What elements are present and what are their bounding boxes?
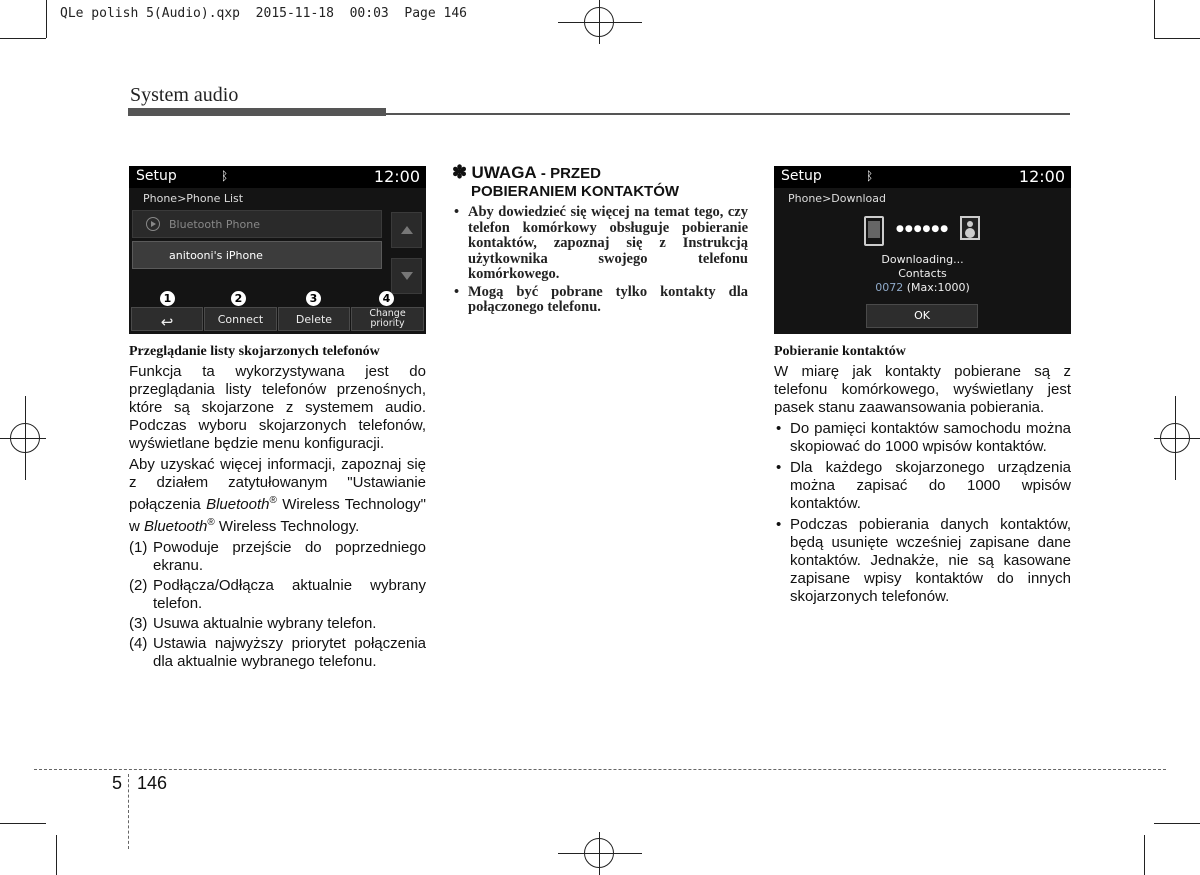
list-item (129, 615, 426, 633)
registration-cross (25, 396, 26, 480)
list-item-label: anitooni's iPhone (169, 249, 263, 262)
breadcrumb: Phone>Download (788, 192, 886, 205)
note-star-icon: ✽ (452, 162, 468, 182)
text-run-italic: Bluetooth (206, 496, 270, 513)
note-separator: - (536, 165, 551, 182)
downloading-target: Contacts (898, 267, 947, 280)
registered-mark: ® (207, 517, 215, 528)
note-list (452, 205, 748, 318)
registration-cross (599, 0, 600, 44)
bluetooth-icon: ᛒ (221, 169, 229, 183)
crop-mark (56, 835, 57, 875)
print-header: QLe polish 5(Audio).qxp 2015-11-18 00:03 Page 146 (60, 6, 467, 21)
item-number: (2) (129, 577, 148, 594)
screen-title: Setup (136, 168, 177, 184)
downloading-status: Downloading... (881, 253, 964, 266)
note-heading (452, 162, 752, 201)
screen-clock: 12:00 (1018, 167, 1065, 186)
mobile-phone-icon (864, 216, 884, 246)
note-subtitle: PRZED (550, 165, 601, 182)
item-text: Powoduje przejście do poprzedniego ekranu. (153, 539, 426, 574)
registration-cross (0, 438, 46, 439)
connect-button[interactable] (204, 307, 277, 331)
callout-badge-2: 2 (231, 291, 246, 306)
note-item: • Aby dowiedzieć się więcej na temat tego, czy telefon komórkowy obsługuje pobieranie kontaktów, zapoznaj się z Instrukcją użytkownika swojego telefonu komórkowego. (452, 205, 748, 283)
item-text: Usuwa aktualnie wybrany telefon. (153, 615, 377, 632)
arrow-down-icon (401, 272, 413, 280)
item-text: Ustawia najwyższy priorytet połączenia dla aktualnie wybranego telefonu. (153, 635, 426, 670)
item-number: (1) (129, 539, 148, 556)
section-title-bar (128, 108, 386, 116)
bullet-item: • Do pamięci kontaktów samochodu można skopiować do 1000 wpisów kontaktów. (774, 420, 1071, 456)
registration-cross (558, 853, 642, 854)
arrow-up-icon (401, 226, 413, 234)
page-number: 146 (137, 773, 168, 793)
caption-download-contacts: Pobieranie kontaktów (774, 344, 906, 359)
registration-cross (1154, 438, 1200, 439)
text-run: Wireless Technology. (214, 518, 360, 535)
download-max: (Max:1000) (906, 281, 970, 294)
list-item-bluetooth-phone[interactable] (132, 210, 382, 238)
footer-divider (128, 774, 129, 849)
list-item (129, 577, 426, 613)
contact-card-icon (960, 216, 980, 240)
section-title: System audio (130, 84, 239, 106)
delete-button[interactable] (278, 307, 350, 331)
change-priority-button[interactable] (351, 307, 424, 331)
bullet-item: • Podczas pobierania danych kontaktów, będą usunięte wcześniej zapisane dane kontaktów. Jednakże, nie są kasowane zapisane wpisy kontaktów do innych skojarzonych telefonów. (774, 516, 1071, 606)
download-contacts-screen (774, 166, 1071, 334)
change-priority-line2: priority (370, 318, 405, 329)
crop-mark (1144, 835, 1145, 875)
back-button[interactable] (131, 307, 203, 331)
text-run-italic: Bluetooth (144, 518, 208, 535)
phone-list-screen (129, 166, 426, 334)
change-priority-line1: Change (369, 308, 406, 319)
item-text: Podłącza/Odłącza aktualnie wybrany telefon. (153, 577, 426, 612)
crop-mark (46, 0, 47, 38)
note-subtitle-line2: POBIERANIEM KONTAKTÓW (471, 183, 680, 200)
crop-mark (1154, 823, 1200, 824)
text-run: Wireless Technology" w (129, 496, 426, 535)
scroll-up-button[interactable] (391, 212, 422, 248)
caption-phone-list: Przeglądanie listy skojarzonych telefonów (129, 344, 380, 359)
chapter-number: 5 (112, 773, 123, 793)
registration-cross (599, 832, 600, 875)
play-circle-icon (146, 217, 160, 231)
progress-dots-icon: ●●●●●● (896, 224, 950, 234)
text-run: Aby uzyskać więcej informacji, zapoznaj się z działem zatytułowanym "Ustawianie połączenia (129, 456, 426, 513)
right-body (774, 363, 1071, 609)
note-item: • Mogą być pobrane tylko kontakty dla połączonego telefonu. (452, 285, 748, 316)
back-arrow-icon: ↩ (160, 313, 174, 331)
list-item-paired-phone[interactable] (132, 241, 382, 269)
list-item-label: Bluetooth Phone (169, 218, 260, 231)
list-item (129, 635, 426, 671)
download-counter (774, 281, 1071, 294)
crop-mark (0, 38, 46, 39)
screen-status-bar (129, 166, 426, 188)
callout-badge-4: 4 (379, 291, 394, 306)
screen-clock: 12:00 (373, 167, 420, 186)
download-count: 0072 (875, 281, 904, 294)
paragraph (129, 456, 426, 536)
screen-title: Setup (781, 168, 822, 184)
breadcrumb: Phone>Phone List (143, 192, 244, 205)
crop-mark (1154, 0, 1155, 38)
bullet-item: • Dla każdego skojarzonego urządzenia można zapisać do 1000 wpisów kontaktów. (774, 459, 1071, 513)
crop-mark (1154, 38, 1200, 39)
soft-key-bar (131, 307, 424, 331)
change-priority-button-label (352, 308, 423, 329)
paragraph: Funkcja ta wykorzystywana jest do przeglądania listy telefonów przenośnych, które są skojarzone z systemem audio. Podczas wyboru skojarzonych telefonów, wyświetlane będzie menu konfiguracji. (129, 363, 426, 452)
item-number: (3) (129, 615, 148, 632)
note-title: UWAGA (471, 163, 537, 182)
callout-badge-3: 3 (306, 291, 321, 306)
scroll-down-button[interactable] (391, 258, 422, 294)
callout-badge-1: 1 (160, 291, 175, 306)
section-title-rule (386, 113, 1070, 115)
item-number: (4) (129, 635, 148, 652)
screen-status-bar (774, 166, 1071, 188)
ok-button[interactable]: OK (866, 304, 978, 328)
connect-button-label: Connect (217, 313, 264, 326)
bluetooth-contacts-icon: ᛒ (866, 169, 874, 183)
registered-mark: ® (269, 495, 277, 506)
paragraph: W miarę jak kontakty pobierane są z telefonu komórkowego, wyświetlany jest pasek stanu zaawansowania pobierania. (774, 363, 1071, 416)
registration-cross (558, 22, 642, 23)
delete-button-label: Delete (295, 313, 333, 326)
list-item (129, 539, 426, 575)
footer-rule (34, 769, 1166, 770)
crop-mark (0, 823, 46, 824)
registration-cross (1175, 396, 1176, 480)
left-body (129, 363, 426, 673)
